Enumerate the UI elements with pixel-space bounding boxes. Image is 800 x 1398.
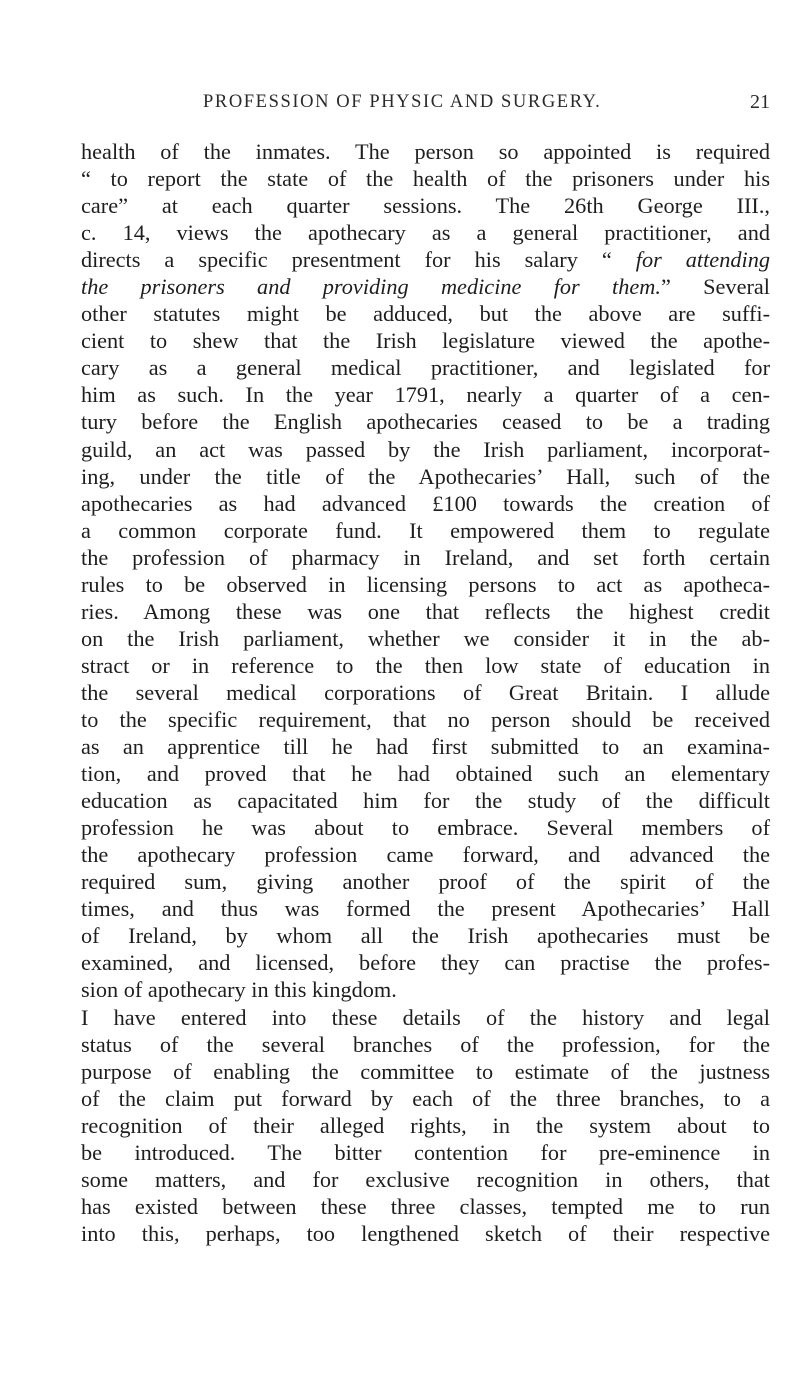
paragraph-start-line: I have entered into these details of the history and legal [81,1004,770,1030]
text-line: profession he was about to embrace. Several members of [81,815,770,841]
text-line: status of the several branches of the profession, for the [81,1031,770,1057]
paragraph-end-line: sion of apothecary in this kingdom. [81,977,397,1003]
text-line: examined, and licensed, before they can practise the profes- [81,950,770,976]
text-line: to the specific requirement, that no person should be received [81,706,770,732]
text-line: tury before the English apothecaries ceased to be a trading [81,409,770,435]
text-fragment: ” Several [660,274,770,300]
text-line: cary as a general medical practitioner, and legislated for [81,355,770,381]
text-line: ing, under the title of the Apothecaries’ Hall, such of the [81,463,770,489]
text-line: into this, perhaps, too lengthened sketch of their respective [81,1220,770,1246]
text-line: him as such. In the year 1791, nearly a quarter of a cen- [81,382,770,408]
italic-fragment: the prisoners and providing medicine for them. [81,274,661,300]
running-header-title: PROFESSION OF PHYSIC AND SURGERY. [203,92,602,112]
text-line: ries. Among these was one that reflects the highest credit [81,598,770,624]
italic-fragment: for attending [635,247,770,273]
text-line: apothecaries as had advanced £100 towards the creation of [81,490,770,516]
text-line: of Ireland, by whom all the Irish apothecaries must be [81,923,770,949]
text-line: of the claim put forward by each of the three branches, to a [81,1085,770,1111]
text-line: education as capacitated him for the study of the difficult [81,788,770,814]
page-number: 21 [750,91,770,113]
text-line: as an apprentice till he had first submitted to an examina- [81,734,770,760]
text-line: times, and thus was formed the present Apothecaries’ Hall [81,896,770,922]
text-line: be introduced. The bitter contention for pre-eminence in [81,1139,770,1165]
text-line: the profession of pharmacy in Ireland, and set forth certain [81,544,770,570]
text-line: rules to be observed in licensing persons to act as apotheca- [81,571,770,597]
text-line: the several medical corporations of Great Britain. I allude [81,679,770,705]
body-text [81,138,770,1247]
text-line: has existed between these three classes, tempted me to run [81,1193,770,1219]
text-line: on the Irish parliament, whether we consider it in the ab- [81,625,770,651]
text-line: some matters, and for exclusive recognition in others, that [81,1166,770,1192]
text-line: care” at each quarter sessions. The 26th George III., [81,193,770,219]
text-line: guild, an act was passed by the Irish parliament, incorporat- [81,436,770,462]
text-fragment: directs a specific presentment for his salary “ [81,247,636,273]
text-line: a common corporate fund. It empowered them to regulate [81,517,770,543]
text-line-with-italic [81,273,770,300]
text-line: stract or in reference to the then low state of education in [81,652,770,678]
text-line: “ to report the state of the health of the prisoners under his [81,166,770,192]
text-line: tion, and proved that he had obtained such an elementary [81,761,770,787]
text-line: other statutes might be adduced, but the above are suffi- [81,301,770,327]
text-line: health of the inmates. The person so appointed is required [81,139,770,164]
text-line: the apothecary profession came forward, and advanced the [81,842,770,868]
text-line: recognition of their alleged rights, in the system about to [81,1112,770,1138]
text-line-with-italic [81,246,770,273]
text-line: required sum, giving another proof of the spirit of the [81,869,770,895]
running-header [0,92,800,122]
text-line: cient to shew that the Irish legislature viewed the apothe- [81,328,770,354]
text-line: c. 14, views the apothecary as a general practitioner, and [81,220,770,246]
text-line: purpose of enabling the committee to estimate of the justness [81,1058,770,1084]
